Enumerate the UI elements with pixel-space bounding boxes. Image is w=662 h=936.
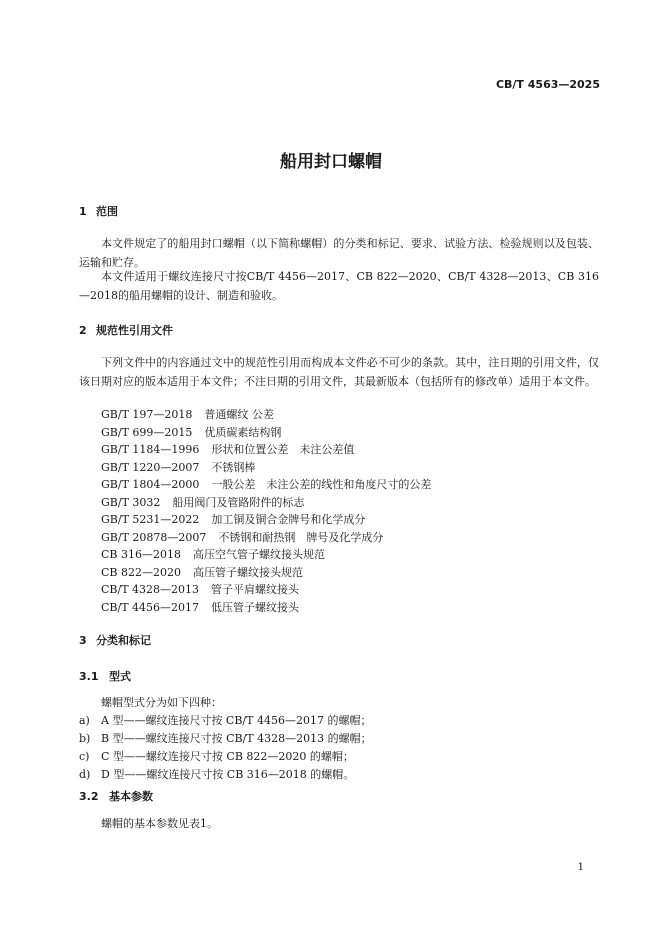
section-2-heading (79, 322, 173, 338)
reference-code: GB/T 1220—2007 (101, 460, 200, 474)
reference-code: GB/T 1184—1996 (101, 443, 200, 456)
reference-item (101, 564, 431, 582)
section-3-heading (79, 632, 151, 648)
type-item (79, 748, 372, 766)
page-number: 1 (577, 862, 584, 873)
reference-code: GB/T 20878—2007 (101, 530, 207, 544)
reference-code: CB 822—2020 (101, 565, 181, 579)
basic-parameters-text: 螺帽的基本参数见表1。 (101, 817, 218, 830)
reference-title: 形状和位置公差 未注公差值 (211, 443, 355, 456)
reference-item (101, 581, 431, 599)
reference-item (101, 599, 431, 617)
list-marker: b) (79, 732, 91, 745)
reference-code: GB/T 3032 (101, 495, 161, 509)
standard-code: CB/T 4563—2025 (495, 78, 600, 91)
list-marker: c) (79, 750, 90, 763)
section-3-2-heading (79, 788, 153, 804)
type-description: A 型——螺纹连接尺寸按 CB/T 4456—2017 的螺帽； (101, 714, 372, 727)
reference-title: 普通螺纹 公差 (204, 408, 274, 421)
type-description: D 型——螺纹连接尺寸按 CB 316—2018 的螺帽。 (101, 768, 355, 781)
reference-item (101, 441, 431, 459)
reference-title: 低压管子螺纹接头 (211, 600, 300, 614)
reference-title: 船用阀门及管路附件的标志 (172, 495, 305, 509)
reference-item (101, 529, 431, 547)
type-description: C 型——螺纹连接尺寸按 CB 822—2020 的螺帽； (101, 750, 354, 763)
section-1-heading (79, 203, 118, 219)
scope-paragraph-2: 本文件适用于螺纹连接尺寸按CB/T 4456—2017、CB 822—2020、CB/T 4328—2013、CB 316—2018的船用螺帽的设计、制造和验收。 (79, 270, 599, 302)
reference-title: 加工铜及铜合金牌号和化学成分 (211, 513, 366, 526)
reference-code: GB/T 699—2015 (101, 425, 193, 439)
section-3-1-heading (79, 668, 131, 684)
reference-title: 高压管子螺纹接头规范 (193, 565, 303, 579)
section-title: 分类和标记 (96, 634, 151, 647)
section-title: 规范性引用文件 (96, 324, 173, 337)
section-number: 1 (79, 205, 87, 218)
section-number: 3 (79, 634, 87, 647)
reference-title: 不锈钢棒 (211, 460, 256, 474)
section-number: 3.1 (79, 670, 99, 683)
type-list (79, 712, 372, 784)
reference-item (101, 511, 431, 529)
type-description: B 型——螺纹连接尺寸按 CB/T 4328—2013 的螺帽； (101, 732, 372, 745)
reference-title: 优质碳素结构钢 (204, 425, 282, 439)
reference-title: 管子平肩螺纹接头 (211, 583, 300, 596)
reference-item (101, 459, 431, 477)
reference-title: 高压空气管子螺纹接头规范 (193, 548, 325, 561)
list-marker: a) (79, 714, 90, 727)
reference-code: CB 316—2018 (101, 548, 181, 561)
reference-title: 不锈钢和耐热钢 牌号及化学成分 (218, 530, 384, 544)
type-item (79, 712, 372, 730)
reference-list (101, 406, 431, 616)
section-title: 型式 (109, 670, 131, 683)
reference-item (101, 406, 431, 424)
reference-code: GB/T 1804—2000 (101, 478, 200, 491)
section-title: 基本参数 (109, 790, 153, 803)
reference-item (101, 476, 431, 494)
reference-code: GB/T 5231—2022 (101, 513, 200, 526)
section-number: 2 (79, 324, 87, 337)
scope-paragraph-1: 本文件规定了的船用封口螺帽（以下简称螺帽）的分类和标记、要求、试验方法、检验规则以及包装、运输和贮存。 (79, 237, 599, 269)
reference-code: CB/T 4456—2017 (101, 600, 200, 614)
reference-item (101, 424, 431, 442)
type-item (79, 766, 372, 784)
type-item (79, 730, 372, 748)
document-title: 船用封口螺帽 (280, 152, 382, 172)
types-intro: 螺帽型式分为如下四种： (101, 696, 222, 709)
normative-intro: 下列文件中的内容通过文中的规范性引用而构成本文件必不可少的条款。其中，注日期的引用文件，仅该日期对应的版本适用于本文件；不注日期的引用文件，其最新版本（包括所有的修改单）适用于本文件。 (79, 356, 599, 388)
reference-item (101, 494, 431, 512)
section-number: 3.2 (79, 790, 99, 803)
reference-item (101, 546, 431, 564)
reference-code: CB/T 4328—2013 (101, 583, 200, 596)
list-marker: d) (79, 768, 91, 781)
reference-code: GB/T 197—2018 (101, 408, 193, 421)
reference-title: 一般公差 未注公差的线性和角度尺寸的公差 (211, 478, 432, 491)
section-title: 范围 (96, 205, 118, 218)
